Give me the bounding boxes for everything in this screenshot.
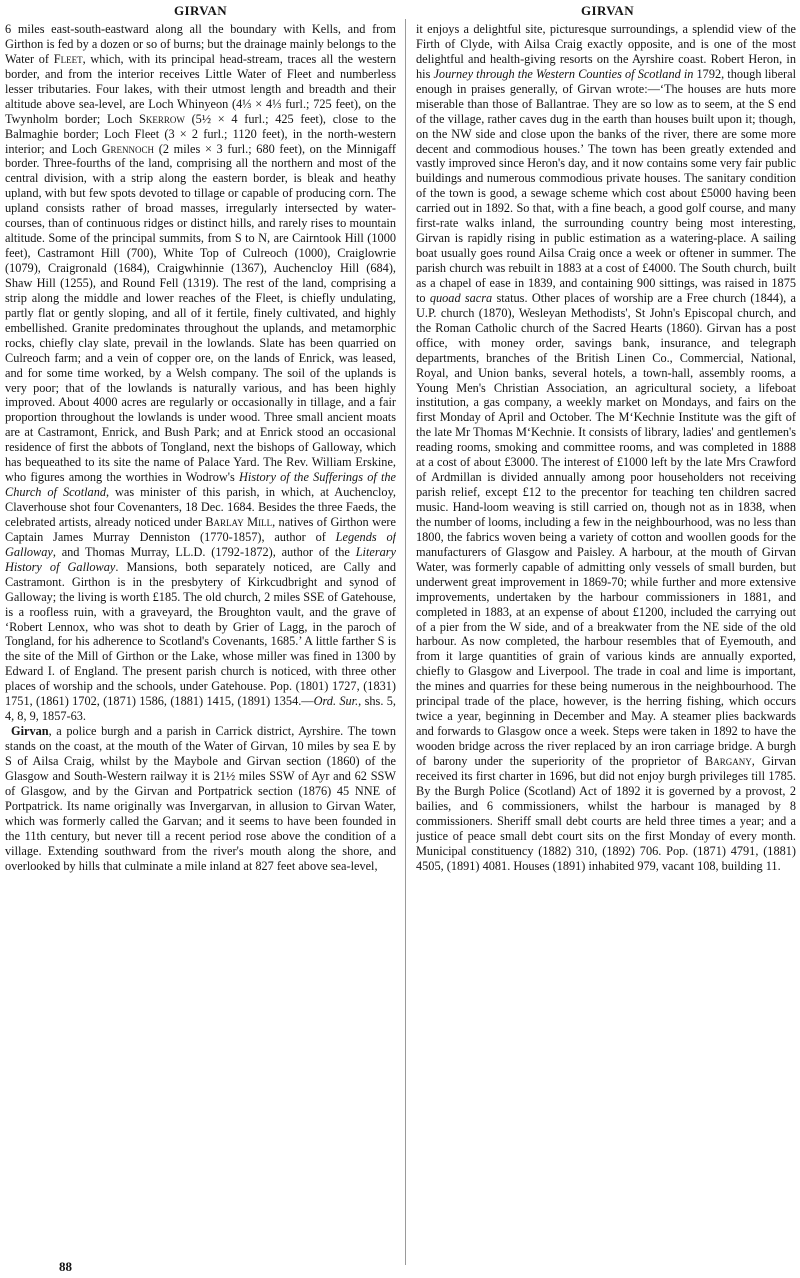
running-header-left: GIRVAN [174, 3, 227, 18]
cross-reference: Grennoch [101, 141, 155, 156]
text-run: , natives of Girthon were Captain James Murray Denniston (1770-1857), author of [5, 514, 396, 544]
entry-headword: Girvan [11, 724, 49, 739]
text-run: (5½ × 4 furl.; 425 feet), close to the Balmaghie border; Loch Fleet (3 × 2 furl.; 1120 feet), in the north-western interior; and Loch [5, 111, 396, 156]
text-run: status. Other places of worship are a Free church (1844), a U.P. church (1870), Wesleyan Methodists', St John's Episcopal church, and the Roman Catholic church of the Sacred Hearts (1860). Girvan has a post office, with money order, savings bank, insurance, and telegraph departments, branches of the British Linen Co., Commercial, National, Royal, and Union banks, several hotels, a town-hall, assembly rooms, a Young Men's Christian Association, an agricultural society, a lifeboat institution, a gas company, a weekly market on Mondays, and fairs on the first Monday of April and October. The M‘Kechnie Institute was the gift of the late Mr Thomas M‘Kechnie. It consists of library, ladies' and gentlemen's reading rooms, smoking and committee rooms, and was completed in 1888 at a cost of about £3000. The interest of £1000 left by the late Mrs Crawford of Ardmillan is divided annually among poor householders not receiving parish relief, except £12 to the precentor for teaching ten children sacred music. Hand-loom weaving is still carried on, though not as in 1838, when the number of looms, including a few in the neighbourhood, was no less than 1800, the fabrics woven being a variety of cotton and woollen goods for the manufacturers of Glasgow and Paisley. A harbour, at the mouth of Girvan Water, was formerly capable of admitting only vessels of small burden, but underwent great improvement in 1869-70; while further and more extensive improvements, undertaken by the harbour commissioners in 1881, and completed in 1883, at an expense of about £1200, included the carrying out of a pier from the W side, and of a breakwater from the NE side of the old harbour. As now completed, the harbour resembles that of Eyemouth, and from it large quantities of grain of various kinds are annually exported, chiefly to Glasgow and Liverpool. The trade in coal and lime is important, the mines and quarries for these being numerous in the neighbourhood. The principal trade of the place, however, is the herring fishing, which occurs twice a year, beginning in December and May. A steamer plies backwards and forwards to Glasgow once a week. Steps were taken in 1892 to have the wooden bridge across the river replaced by an iron carriage bridge. A burgh of barony under the superiority of the proprietor of [416, 290, 796, 768]
left-column [5, 22, 396, 1260]
cross-reference: Fleet [53, 51, 83, 66]
cross-reference: Skerrow [139, 111, 185, 126]
text-run: , which, with its principal head-stream, traces all the western border, and from the interior receives Little Water of Fleet and numberless lesser tributaries. Four lakes, with their utmost length and breadth and their altitude above sea-level, are Loch Whinyeon (4⅓ × 4⅓ furl.; 725 feet), on the Twynholm border; Loch [5, 51, 396, 126]
cross-reference: Bargany [705, 753, 752, 768]
page-number: 88 [59, 1259, 72, 1274]
book-title: History of the Sufferings of the Church of Scotland [5, 470, 396, 500]
book-title: Legends of Galloway [5, 529, 396, 559]
girthon-paragraph-continued [5, 22, 396, 724]
text-run: , and Thomas Murray, LL.D. (1792-1872), author of the [52, 544, 356, 559]
text-run: , was minister of this parish, in which, at Auchencloy, Claverhouse shot four Covenanters, 18 Dec. 1684. Besides the three Faeds, the celebrated artists, already noticed under [5, 485, 396, 529]
book-title: Literary History of Galloway [5, 544, 396, 574]
text-run: 6 miles east-south-eastward along all the boundary with Kells, and from Girthon is fed by a dozen or so of burns; but the drainage mainly belongs to the Water of [5, 22, 396, 66]
text-run: , Girvan received its first charter in 1696, but did not enjoy burgh privileges till 1785. By the Burgh Police (Scotland) Act of 1892 it is governed by a provost, 2 bailies, and 6 commissioners, whilst the harbour is managed by 8 commissioners. Sheriff small debt courts are held three times a year; and a justice of peace small debt court sits on the first Monday of every month. Municipal constituency (1882) 310, (1892) 706. Pop. (1871) 4791, (1881) 4505, (1891) 4081. Houses (1891) inhabited 979, vacant 108, building 11. [416, 753, 796, 873]
right-column [416, 22, 796, 1266]
text-run: (2 miles × 3 furl.; 680 feet), on the Minnigaff border. Three-fourths of the land, comprising all the northern and most of the central division, with a strip along the eastern border, is bleak and heathy upland, with but few spots devoted to tillage or capable of producing corn. The upland consists rather of broad masses, irregularly intersected by water-courses, than of continuous ridges or distinct hills, and rarely rises to mountain altitude. Some of the principal summits, from S to N, are Cairntook Hill (1000 feet), Castramont Hill (700), White Top of Culreoch (1000), Craiglowrie (1079), Craigronald (1684), Craigwhinnie (1367), Auchencloy Hill (684), Shaw Hill (1255), and Round Fell (1319). The rest of the land, comprising a strip along the middle and lower reaches of the Fleet, is chiefly undulating, partly flat or gently sloping, and all of it fertile, finely cultivated, and highly embellished. Granite predominates throughout the uplands, and metamorphic rocks, chiefly clay slate, prevail in the lowlands. Slate has been quarried on Culreoch farm; and a vein of copper ore, on the lands of Enrick, was leased, and for some time worked, by a Welsh company. The soil of the uplands is very poor; that of the lowlands is naturally various, and has been highly improved. About 4000 acres are regularly or occasionally in tillage, and a fair proportion throughout the lowlands is under wood. Three small ancient moats are at Castramont, Enrick, and Bush Park; and at Enrick stood an occasional residence of first the abbots of Tongland, next the bishops of Galloway, which has bequeathed to its site the name of Palace Yard. The Rev. William Erskine, who figures among the worthies in Wodrow's [5, 141, 396, 485]
latin-term: quoad sacra [429, 290, 493, 305]
text-run: . Mansions, both separately noticed, are Cally and Castramont. Girthon is in the presbytery of Kirkcudbright and synod of Galloway; the living is worth £185. The old church, 2 miles SSE of Gatehouse, is a roofless ruin, with a graveyard, the Broughton vault, and the grave of ‘Robert Lennox, who was shot to death by Grier of Lagg, in the paroch of Tongland, for his adherence to Scotland's Covenants, 1685.’ A little farther S is the site of the Mill of Girthon or the Lake, whose miller was fined in 1300 by Edward I. of England. The present parish church is noticed, with three other places of worship and the schools, under Gatehouse. Pop. (1801) 1727, (1831) 1751, (1861) 1702, (1871) 1586, (1881) 1415, (1891) 1354.— [5, 559, 396, 709]
text-run: 1792, though liberal enough in praises generally, of Girvan wrote:—‘The houses are huts more miserable than those of Ballantrae. They are so low as to seem, at the S end of the village, rather caves dug in the earth than houses built upon it; though, on the NW side and close upon the banks of the river, there are some more decent and commodious houses.’ The town has been greatly extended and vastly improved since Heron's day, and it now contains some very fair public buildings and numerous commodious private houses. The sanitary condition of the town is good, a sewage scheme which cost about £5000 having been carried out in 1892. So that, with a fine beach, a good golf course, and many first-rate walks inland, the surrounding country being most interesting, Girvan is rapidly rising in public estimation as a watering-place. A sailing boat usually goes round Ailsa Craig once a week or oftener in summer. The parish church was rebuilt in 1883 at a cost of £4000. The South church, built as a chapel of ease in 1839, and containing 900 sittings, was raised in 1875 to [416, 66, 796, 305]
text-run: , shs. 5, 4, 8, 9, 1857-63. [5, 694, 396, 724]
cross-reference: Barlay Mill [205, 514, 273, 529]
book-title: Journey through the Western Counties of Scotland in [433, 66, 694, 81]
text-run: it enjoys a delightful site, picturesque surroundings, a splendid view of the Firth of Clyde, with Ailsa Craig exactly opposite, and is one of the most delightful and health-giving resorts on the Ayrshire coast. Robert Heron, in his [416, 22, 796, 81]
girvan-entry-continued [416, 22, 796, 873]
column-divider [405, 19, 406, 1265]
text-run: , a police burgh and a parish in Carrick district, Ayrshire. The town stands on the coast, at the mouth of the Water of Girvan, 10 miles by sea E by S of Ailsa Craig, whilst by the Maybole and Girvan section (1860) of the Glasgow and South-Western railway it is 21½ miles SSW of Ayr and 62 SSW of Glasgow, and by the Girvan and Portpatrick section (1876) 45 NNE of Portpatrick. Its name originally was Invergarvan, in allusion to Girvan Water, which was formerly called the Garvan; and it seems to have been founded in the 11th century, but never till a recent period rose above the condition of a village. Extending southward from the river's mouth along the shore, and overlooked by hills that culminate a mile inland at 827 feet above sea-level, [5, 724, 396, 873]
girvan-entry-paragraph [5, 724, 396, 873]
running-header-right: GIRVAN [581, 3, 634, 18]
source-abbreviation: Ord. Sur. [313, 694, 359, 709]
